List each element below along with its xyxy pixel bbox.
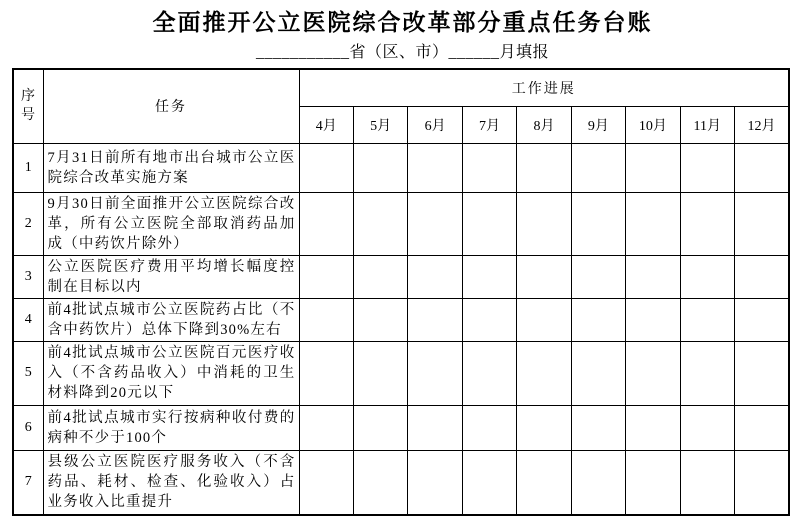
row-number: 6 [13,405,43,450]
progress-cell-empty [735,341,790,405]
table-row [13,450,789,515]
progress-cell-empty [408,450,462,515]
task-description: 前4批试点城市公立医院百元医疗收入（不含药品收入）中消耗的卫生材料降到20元以下 [43,341,299,405]
progress-cell-empty [462,255,516,298]
table-row [13,143,789,192]
progress-cell-empty [571,450,625,515]
task-description: 公立医院医疗费用平均增长幅度控制在目标以内 [43,255,299,298]
row-number: 3 [13,255,43,298]
progress-cell-empty [626,192,680,255]
progress-cell-empty [462,298,516,341]
header-index: 序号 [13,69,43,143]
task-description: 7月31日前所有地市出台城市公立医院综合改革实施方案 [43,143,299,192]
progress-cell-empty [680,450,734,515]
progress-cell-empty [626,255,680,298]
progress-cell-empty [735,143,790,192]
progress-cell-empty [462,143,516,192]
subtitle-label-month: 月填报 [499,44,550,61]
header-month: 5月 [353,106,407,143]
progress-cell-empty [299,450,353,515]
header-month: 11月 [680,106,734,143]
progress-cell-empty [353,143,407,192]
progress-cell-empty [626,298,680,341]
progress-cell-empty [462,192,516,255]
progress-cell-empty [353,298,407,341]
progress-cell-empty [626,341,680,405]
task-description: 前4批试点城市公立医院药占比（不含中药饮片）总体下降到30%左右 [43,298,299,341]
row-number: 2 [13,192,43,255]
progress-cell-empty [735,405,790,450]
progress-cell-empty [517,298,571,341]
progress-cell-empty [571,405,625,450]
progress-cell-empty [571,192,625,255]
progress-cell-empty [571,341,625,405]
progress-cell-empty [408,255,462,298]
progress-cell-empty [299,255,353,298]
progress-cell-empty [353,255,407,298]
progress-cell-empty [680,405,734,450]
progress-cell-empty [353,192,407,255]
progress-cell-empty [353,450,407,515]
row-number: 5 [13,341,43,405]
header-progress: 工作进展 [299,69,789,106]
progress-cell-empty [626,450,680,515]
header-task: 任务 [43,69,299,143]
progress-cell-empty [680,192,734,255]
progress-cell-empty [680,298,734,341]
progress-cell-empty [408,143,462,192]
task-ledger-table [12,68,790,516]
progress-cell-empty [735,192,790,255]
document-subtitle [0,42,805,64]
progress-cell-empty [299,405,353,450]
progress-cell-empty [571,143,625,192]
task-description: 县级公立医院医疗服务收入（不含药品、耗材、检查、化验收入）占业务收入比重提升 [43,450,299,515]
progress-cell-empty [517,405,571,450]
progress-cell-empty [735,450,790,515]
progress-cell-empty [680,255,734,298]
document-title: 全面推开公立医院综合改革部分重点任务台账 [152,10,653,35]
progress-cell-empty [517,143,571,192]
subtitle-label-province: 省（区、市） [349,44,449,61]
header-month: 8月 [517,106,571,143]
progress-cell-empty [626,405,680,450]
table-row [13,298,789,341]
progress-cell-empty [517,192,571,255]
progress-cell-empty [462,450,516,515]
progress-cell-empty [680,143,734,192]
row-number: 4 [13,298,43,341]
progress-cell-empty [571,255,625,298]
progress-cell-empty [680,341,734,405]
subtitle-blank-month: ______ [448,44,500,61]
progress-cell-empty [408,405,462,450]
progress-cell-empty [408,192,462,255]
progress-cell-empty [299,298,353,341]
progress-cell-empty [408,298,462,341]
progress-cell-empty [571,298,625,341]
task-description: 前4批试点城市实行按病种收付费的病种不少于100个 [43,405,299,450]
header-month: 12月 [735,106,790,143]
progress-cell-empty [735,255,790,298]
header-month: 9月 [571,106,625,143]
progress-cell-empty [735,298,790,341]
progress-cell-empty [626,143,680,192]
progress-cell-empty [299,143,353,192]
progress-cell-empty [299,341,353,405]
header-month: 4月 [299,106,353,143]
header-month: 6月 [408,106,462,143]
row-number: 7 [13,450,43,515]
progress-cell-empty [353,341,407,405]
progress-cell-empty [517,450,571,515]
table-row [13,255,789,298]
subtitle-blank-province: ___________ [255,44,350,61]
table-row [13,405,789,450]
progress-cell-empty [408,341,462,405]
progress-cell-empty [517,255,571,298]
progress-cell-empty [353,405,407,450]
progress-cell-empty [299,192,353,255]
header-month: 10月 [626,106,680,143]
header-month: 7月 [462,106,516,143]
progress-cell-empty [462,405,516,450]
row-number: 1 [13,143,43,192]
progress-cell-empty [517,341,571,405]
table-row [13,341,789,405]
table-row [13,192,789,255]
task-description: 9月30日前全面推开公立医院综合改革，所有公立医院全部取消药品加成（中药饮片除外） [43,192,299,255]
progress-cell-empty [462,341,516,405]
